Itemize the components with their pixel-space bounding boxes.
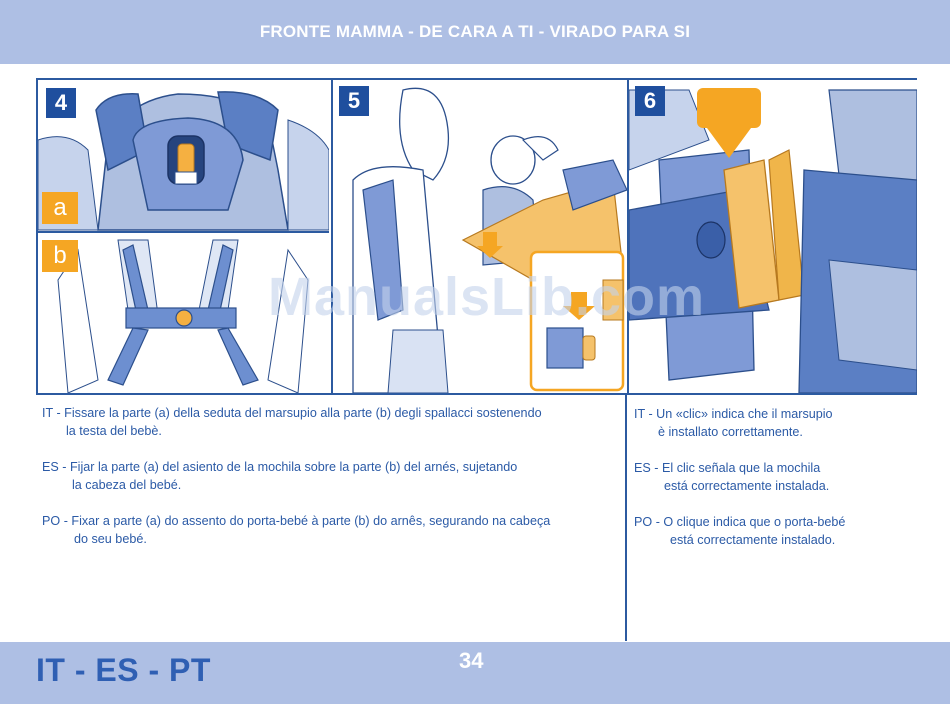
step-4-badge: 4 <box>46 88 76 118</box>
instructions-left <box>42 404 622 566</box>
column-divider <box>625 395 627 641</box>
footer-languages: IT - ES - PT <box>36 652 211 688</box>
illustration-frame <box>36 78 917 395</box>
step-5-illustration <box>333 80 627 393</box>
step-6-illustration <box>629 80 917 393</box>
page-header <box>0 0 950 64</box>
page-number: 34 <box>459 648 484 673</box>
instruction-it-step-6: IT - Un «clic» indica che il marsupio è installato correttamente. <box>634 407 833 439</box>
watermark: ManualsLib.com <box>268 267 706 327</box>
instructions-right <box>634 405 934 567</box>
step-4a-badge: a <box>42 192 78 224</box>
instruction-po-step-4: PO - Fixar a parte (a) do assento do porta-bebé à parte (b) do arnês, segurando na cabeça do seu bebé. <box>42 514 551 546</box>
page-footer <box>0 642 950 704</box>
step-4-illustration <box>38 80 329 393</box>
step-4-panel <box>38 80 329 393</box>
instruction-po-step-6: PO - O clique indica que o porta-bebé está correctamente instalado. <box>634 515 846 547</box>
header-title: FRONTE MAMMA - DE CARA A TI - VIRADO PARA SI <box>259 22 691 41</box>
step-6-panel <box>627 80 917 393</box>
step-5-panel <box>331 80 627 393</box>
step-5-badge: 5 <box>339 86 369 116</box>
instruction-it-step-4: IT - Fissare la parte (a) della seduta del marsupio alla parte (b) degli spallacci sostenendo la testa del bebè. <box>42 406 542 438</box>
step-6-badge: 6 <box>635 86 665 116</box>
instruction-es-step-4: ES - Fijar la parte (a) del asiento de la mochila sobre la parte (b) del arnés, sujetando la cabeza del bebé. <box>42 460 518 492</box>
instruction-es-step-6: ES - El clic señala que la mochila está correctamente instalada. <box>634 461 830 493</box>
step-4b-badge: b <box>42 240 78 272</box>
